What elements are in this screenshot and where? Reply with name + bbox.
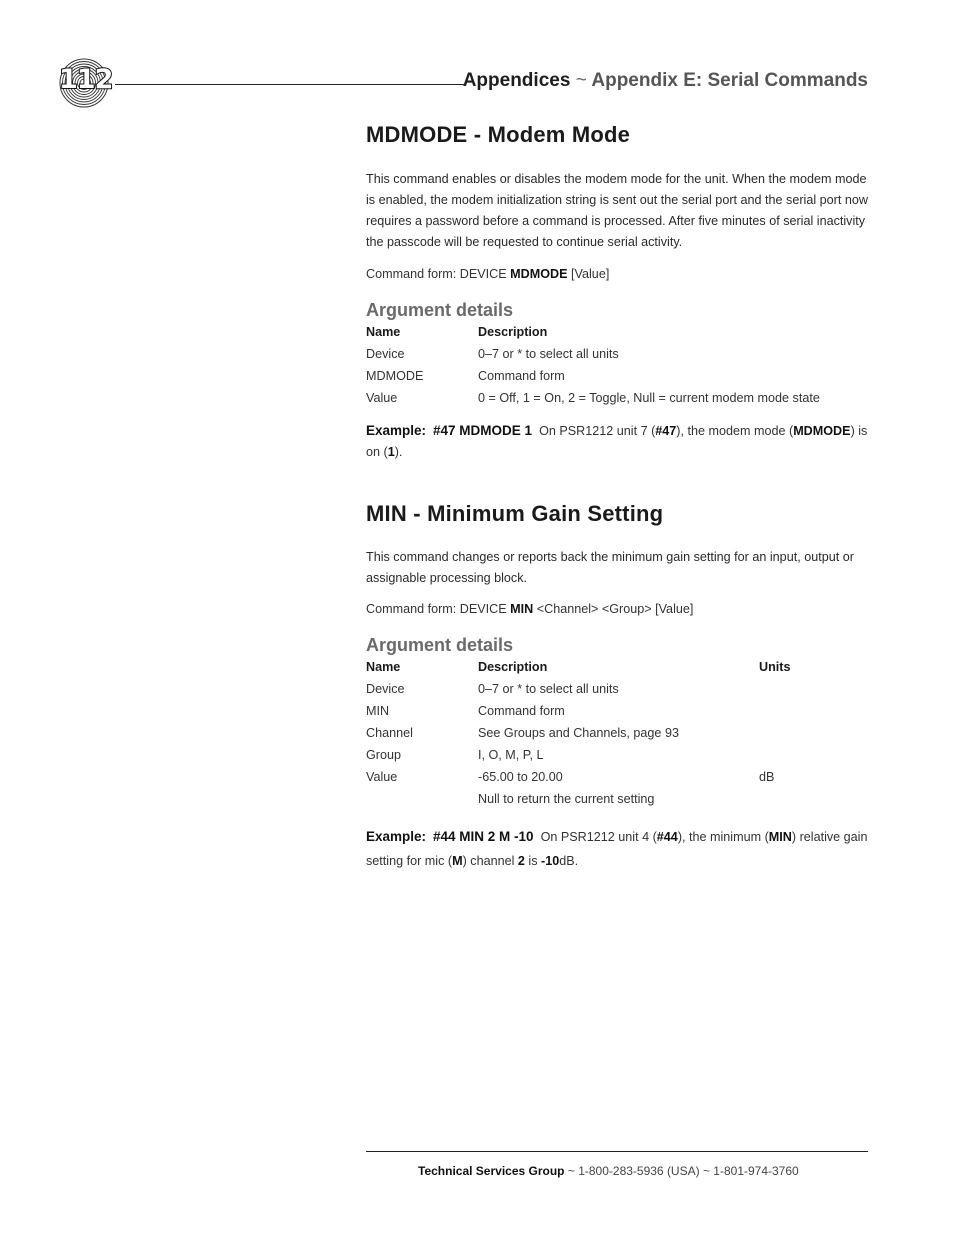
command-keyword: MDMODE: [510, 267, 568, 281]
table-row: [366, 365, 868, 387]
arg-name: Channel: [366, 726, 413, 740]
footer-phone-usa: 1-800-283-5936 (USA): [578, 1164, 700, 1178]
footer-separator: ~: [564, 1164, 579, 1178]
min-arg-heading: Argument details: [366, 635, 514, 655]
column-header-name: Name: [366, 660, 401, 674]
column-header-description: Description: [478, 325, 548, 339]
table-header-row: [366, 656, 868, 678]
arg-name: Value: [366, 391, 398, 405]
table-row: [366, 700, 868, 722]
min-title: MIN - Minimum Gain Setting: [366, 501, 664, 526]
arg-description: See Groups and Channels, page 93: [478, 726, 679, 740]
example-text: is: [524, 854, 541, 868]
arg-description: Command form: [478, 369, 565, 383]
arg-description: -65.00 to 20.00: [478, 770, 563, 784]
min-command-form: [366, 602, 868, 616]
example-text: ) is on (: [366, 424, 868, 459]
arg-units: [759, 788, 868, 810]
example-command: #47 MDMODE 1: [433, 423, 533, 438]
arg-units: [759, 722, 868, 744]
arg-description: I, O, M, P, L: [478, 748, 544, 762]
table-row: [366, 678, 868, 700]
example-bold: 2: [517, 854, 525, 868]
table-row: [366, 744, 868, 766]
min-description: This command changes or reports back the minimum gain setting for an input, output or assignable processing block.: [366, 550, 854, 585]
column-header-units: Units: [759, 660, 791, 674]
example-bold: 1: [387, 445, 395, 459]
arg-description: Command form: [478, 704, 565, 718]
table-header-row: [366, 321, 868, 343]
footer-company: Technical Services Group: [418, 1164, 565, 1178]
arg-name: Value: [366, 770, 398, 784]
command-form-prefix: Command form: DEVICE: [366, 267, 511, 281]
arg-description: 0–7 or * to select all units: [478, 347, 619, 361]
command-form-suffix: <Channel> <Group> [Value]: [533, 602, 694, 616]
command-keyword: MIN: [510, 602, 534, 616]
footer: [418, 1164, 799, 1178]
table-row: [366, 343, 868, 365]
example-text: ), the minimum (: [677, 830, 769, 844]
example-text: ).: [394, 445, 403, 459]
arg-description: 0–7 or * to select all units: [478, 682, 619, 696]
header-separator: ~: [575, 70, 587, 91]
example-command: #44 MIN 2 M -10: [433, 829, 534, 844]
arg-name: Group: [366, 748, 402, 762]
mdmode-description: This command enables or disables the modem mode for the unit. When the modem mode is enabled, the modem initialization string is sent out the serial port and the serial port now requires a password before a command is processed. After five minutes of serial inactivity the passcode will be requested to continue serial activity.: [366, 172, 868, 249]
min-section: [366, 501, 868, 873]
arg-description: Null to return the current setting: [478, 792, 655, 806]
arg-name: MIN: [366, 704, 390, 718]
page-number: 112: [59, 64, 113, 95]
min-arg-table: [366, 656, 868, 810]
footer-rule: [366, 1151, 868, 1152]
example-bold: -10: [541, 854, 560, 868]
arg-name: Device: [366, 347, 405, 361]
command-form-prefix: Command form: DEVICE: [366, 602, 511, 616]
header-section: Appendices: [462, 70, 571, 91]
mdmode-command-form: [366, 267, 868, 281]
example-text: ) channel: [462, 854, 518, 868]
arg-units: [759, 744, 868, 766]
example-bold: #47: [655, 424, 677, 438]
example-bold: MDMODE: [793, 424, 851, 438]
mdmode-arg-heading: Argument details: [366, 300, 514, 320]
example-label: Example:: [366, 829, 427, 844]
example-text: ) relative gain setting for mic (: [366, 830, 868, 868]
table-row: [366, 766, 868, 788]
footer-separator: ~: [699, 1164, 714, 1178]
mdmode-arg-table: [366, 321, 868, 409]
arg-description: 0 = Off, 1 = On, 2 = Toggle, Null = current modem mode state: [478, 391, 820, 405]
example-bold: #44: [656, 830, 678, 844]
arg-name: [366, 788, 478, 810]
example-label: Example:: [366, 423, 427, 438]
header-appendix: Appendix E: Serial Commands: [591, 70, 868, 91]
table-row: [366, 788, 868, 810]
running-header: [463, 70, 868, 92]
table-row: [366, 722, 868, 744]
example-text: On PSR1212 unit 4 (: [540, 830, 657, 844]
mdmode-section: [366, 122, 868, 463]
example-text: ), the modem mode (: [676, 424, 794, 438]
header-rule: [115, 84, 465, 85]
arg-name: Device: [366, 682, 405, 696]
arg-units: [759, 678, 868, 700]
table-row: [366, 387, 868, 409]
example-text: dB.: [559, 854, 579, 868]
mdmode-example: [366, 420, 868, 463]
min-example: [366, 825, 868, 873]
arg-name: MDMODE: [366, 369, 424, 383]
arg-units: dB: [759, 770, 775, 784]
mdmode-title: MDMODE - Modem Mode: [366, 122, 631, 147]
column-header-name: Name: [366, 325, 401, 339]
example-text: On PSR1212 unit 7 (: [539, 424, 656, 438]
example-bold: M: [452, 854, 463, 868]
arg-units: [759, 700, 868, 722]
command-form-suffix: [Value]: [567, 267, 610, 281]
example-bold: MIN: [768, 830, 792, 844]
footer-phone-intl: 1-801-974-3760: [713, 1164, 799, 1178]
column-header-description: Description: [478, 660, 548, 674]
